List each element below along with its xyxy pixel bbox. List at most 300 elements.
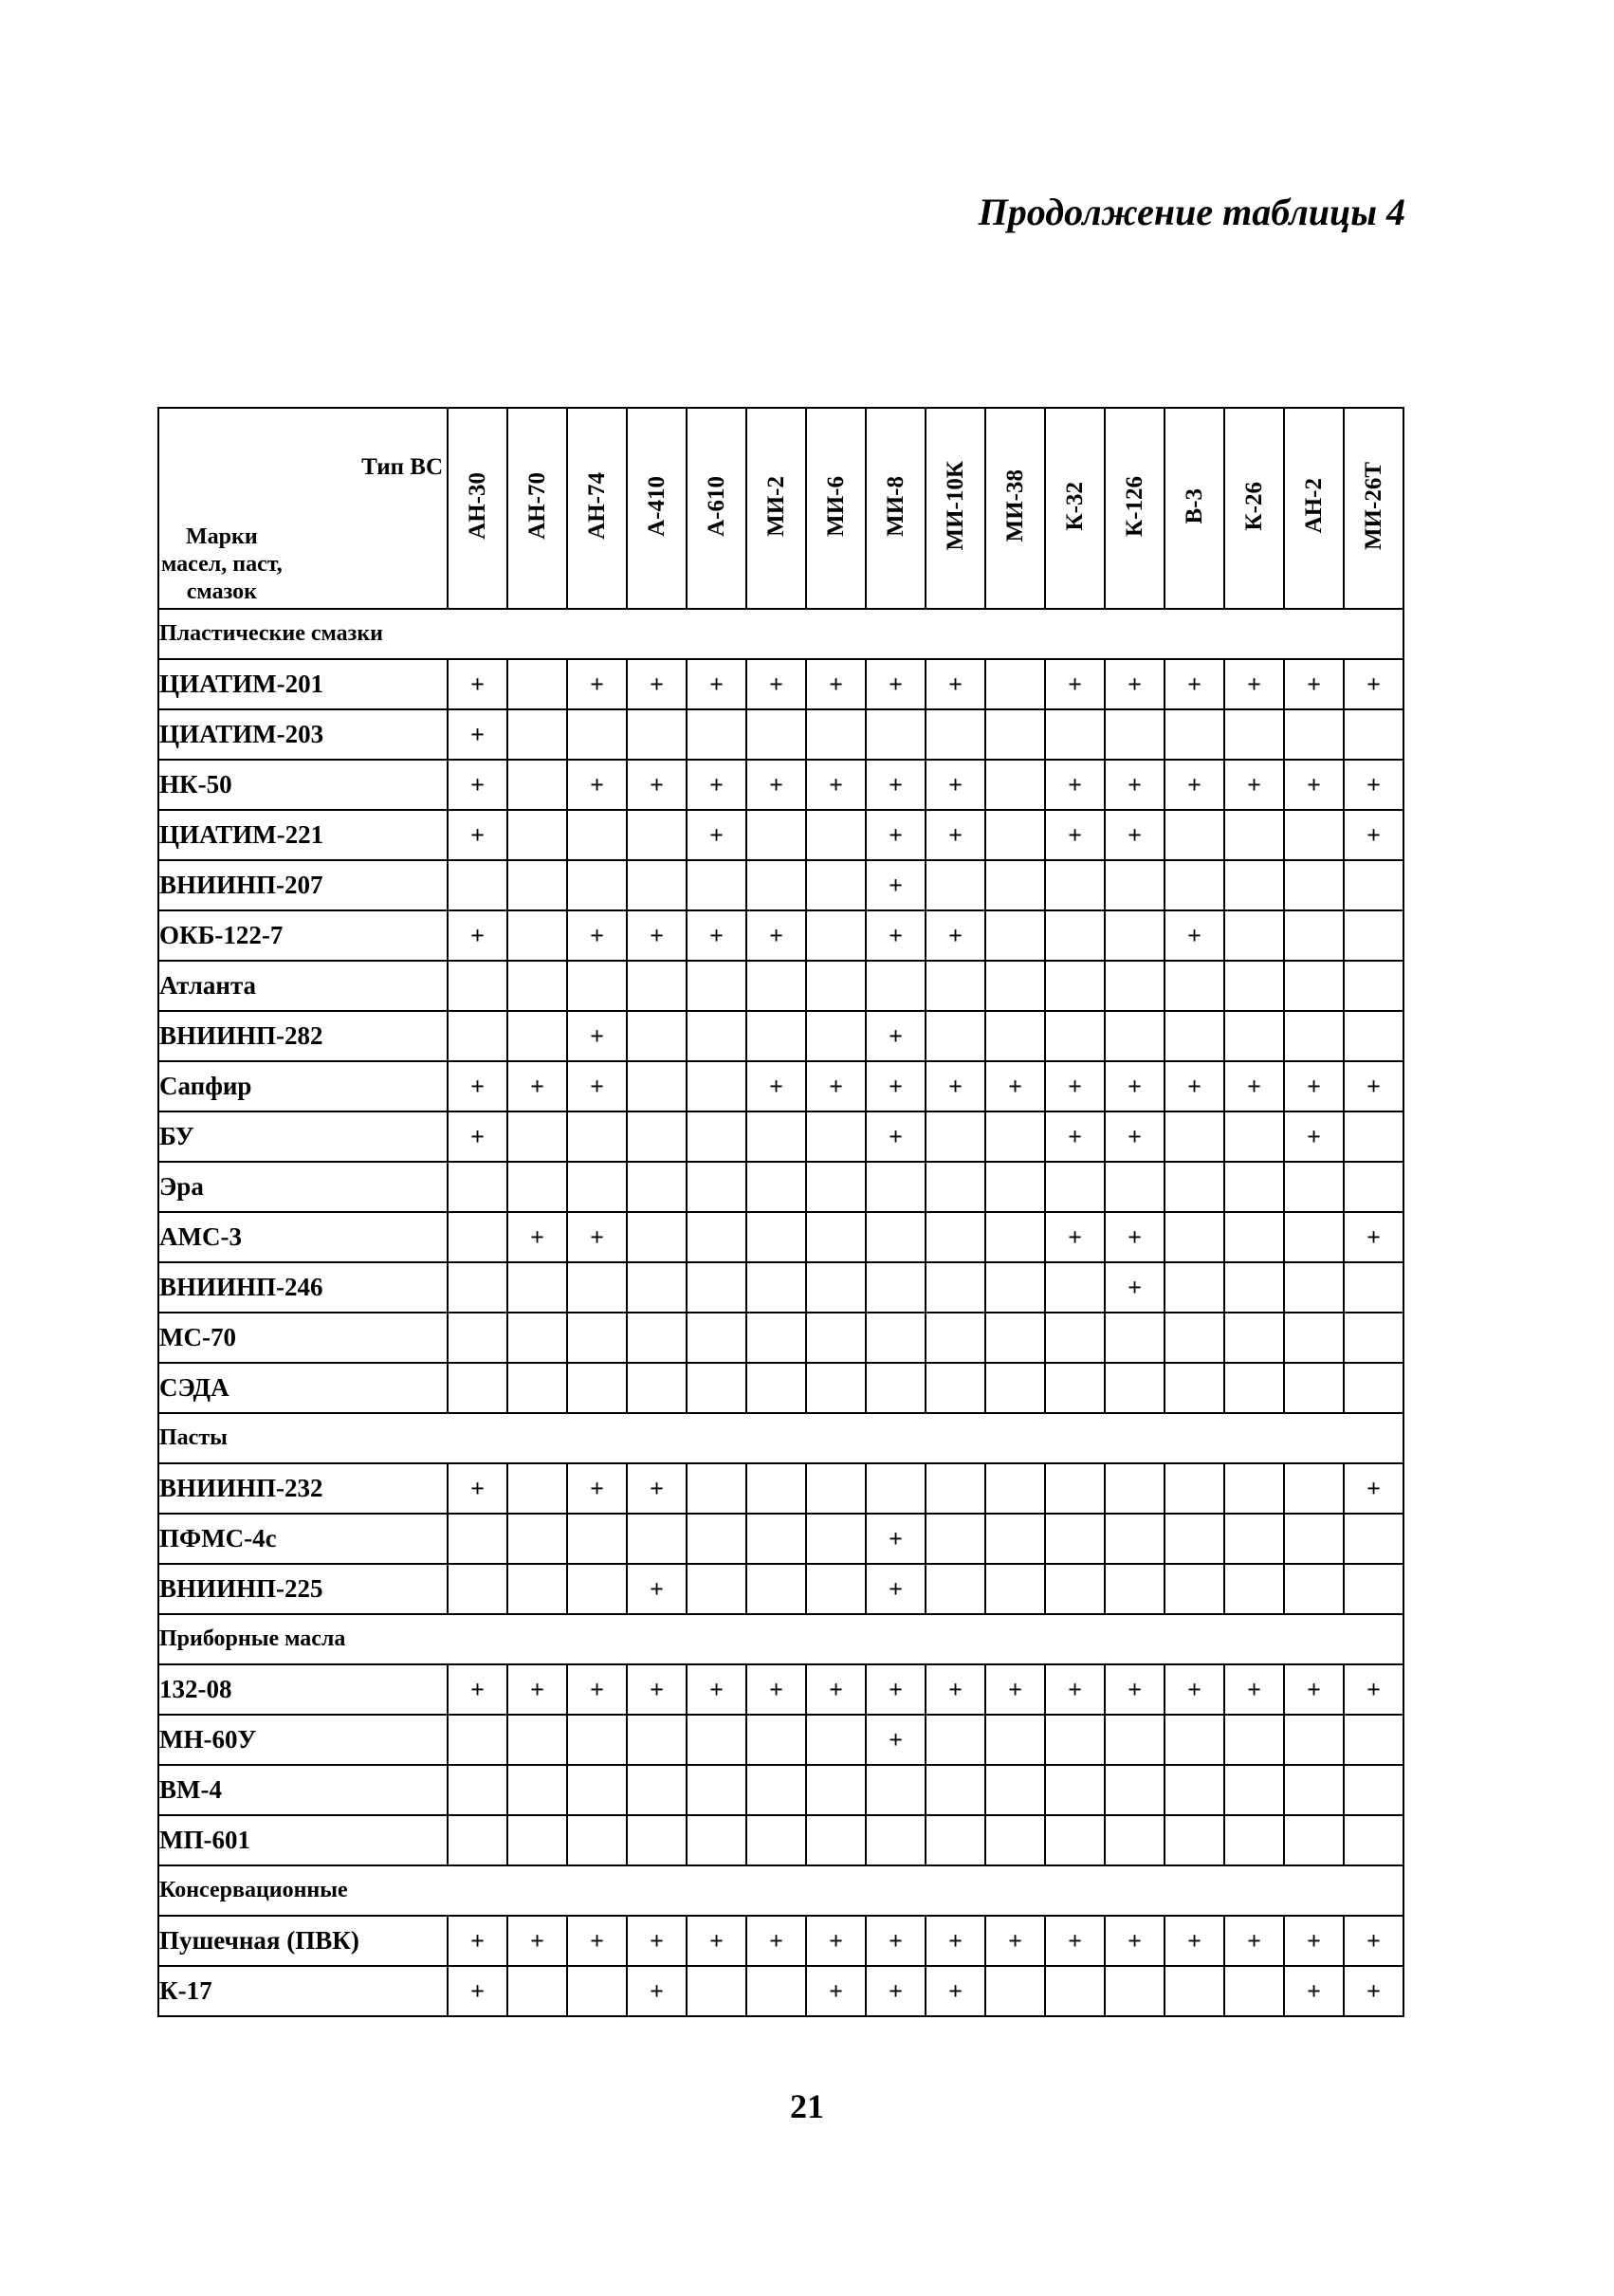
applicability-mark-cell: + xyxy=(627,1916,687,1966)
table-row xyxy=(158,1313,1403,1363)
applicability-mark-cell: + xyxy=(746,1061,806,1111)
applicability-mark-cell: + xyxy=(1284,1664,1344,1715)
empty-cell xyxy=(926,1262,985,1313)
table-row xyxy=(158,1111,1403,1162)
empty-cell xyxy=(985,1262,1045,1313)
applicability-mark-cell: + xyxy=(1105,659,1165,709)
empty-cell xyxy=(1224,1162,1284,1212)
empty-cell xyxy=(687,1111,746,1162)
empty-cell xyxy=(1344,1363,1403,1413)
empty-cell xyxy=(627,1212,687,1262)
empty-cell xyxy=(448,1765,507,1815)
applicability-mark-cell: + xyxy=(866,1916,926,1966)
aircraft-type-name: АН-2 xyxy=(1300,478,1327,534)
applicability-mark-cell: + xyxy=(448,910,507,961)
empty-cell xyxy=(1105,1564,1165,1614)
empty-cell xyxy=(1165,1313,1224,1363)
empty-cell xyxy=(507,910,567,961)
aircraft-column-header xyxy=(507,408,567,609)
empty-cell xyxy=(1165,1212,1224,1262)
applicability-mark-cell: + xyxy=(1284,1916,1344,1966)
empty-cell xyxy=(1105,1011,1165,1061)
aircraft-column-header xyxy=(567,408,627,609)
applicability-mark-cell: + xyxy=(567,1916,627,1966)
empty-cell xyxy=(448,1262,507,1313)
empty-cell xyxy=(926,860,985,910)
empty-cell xyxy=(746,1011,806,1061)
table-row xyxy=(158,1514,1403,1564)
brand-name-cell: ЦИАТИМ-201 xyxy=(158,659,448,709)
empty-cell xyxy=(806,1162,866,1212)
empty-cell xyxy=(448,1313,507,1363)
section-title: Пластические смазки xyxy=(158,609,1403,659)
applicability-mark-cell: + xyxy=(866,659,926,709)
empty-cell xyxy=(1344,1514,1403,1564)
applicability-mark-cell: + xyxy=(687,1664,746,1715)
empty-cell xyxy=(1105,1463,1165,1514)
empty-cell xyxy=(567,810,627,860)
empty-cell xyxy=(1224,1011,1284,1061)
empty-cell xyxy=(687,860,746,910)
table-caption: Продолжение таблицы 4 xyxy=(978,191,1405,233)
applicability-mark-cell: + xyxy=(806,1061,866,1111)
applicability-mark-cell: + xyxy=(1284,1061,1344,1111)
empty-cell xyxy=(926,1815,985,1865)
empty-cell xyxy=(1165,1765,1224,1815)
empty-cell xyxy=(1105,1514,1165,1564)
applicability-mark-cell: + xyxy=(1165,1916,1224,1966)
empty-cell xyxy=(1045,1966,1105,2016)
applicability-mark-cell: + xyxy=(1344,810,1403,860)
applicability-mark-cell: + xyxy=(567,760,627,810)
applicability-mark-cell: + xyxy=(1284,760,1344,810)
empty-cell xyxy=(746,1966,806,2016)
lubricants-table xyxy=(157,407,1404,2017)
aircraft-type-name: МИ-38 xyxy=(1001,469,1028,542)
empty-cell xyxy=(1224,1262,1284,1313)
empty-cell xyxy=(926,1212,985,1262)
applicability-mark-cell: + xyxy=(985,1916,1045,1966)
empty-cell xyxy=(1224,1815,1284,1865)
applicability-mark-cell: + xyxy=(627,1564,687,1614)
empty-cell xyxy=(1045,1514,1105,1564)
empty-cell xyxy=(567,1966,627,2016)
empty-cell xyxy=(806,810,866,860)
empty-cell xyxy=(507,1715,567,1765)
table-row xyxy=(158,1664,1403,1715)
empty-cell xyxy=(1344,1765,1403,1815)
empty-cell xyxy=(1045,860,1105,910)
empty-cell xyxy=(746,1212,806,1262)
empty-cell xyxy=(985,1313,1045,1363)
applicability-mark-cell: + xyxy=(1045,1061,1105,1111)
brand-name-cell: ВМ-4 xyxy=(158,1765,448,1815)
empty-cell xyxy=(1165,1363,1224,1413)
empty-cell xyxy=(985,910,1045,961)
applicability-mark-cell: + xyxy=(1105,1061,1165,1111)
empty-cell xyxy=(1165,1011,1224,1061)
table-row xyxy=(158,1966,1403,2016)
empty-cell xyxy=(1284,1514,1344,1564)
empty-cell xyxy=(926,1011,985,1061)
applicability-mark-cell: + xyxy=(1165,760,1224,810)
empty-cell xyxy=(507,760,567,810)
empty-cell xyxy=(746,860,806,910)
applicability-mark-cell: + xyxy=(687,910,746,961)
applicability-mark-cell: + xyxy=(1045,810,1105,860)
applicability-mark-cell: + xyxy=(567,1011,627,1061)
applicability-mark-cell: + xyxy=(1344,1463,1403,1514)
empty-cell xyxy=(687,1212,746,1262)
empty-cell xyxy=(1165,1715,1224,1765)
empty-cell xyxy=(1105,860,1165,910)
applicability-mark-cell: + xyxy=(926,1061,985,1111)
aircraft-column-header xyxy=(627,408,687,609)
aircraft-column-header xyxy=(985,408,1045,609)
empty-cell xyxy=(866,1212,926,1262)
empty-cell xyxy=(806,1363,866,1413)
empty-cell xyxy=(1165,709,1224,760)
empty-cell xyxy=(1045,1262,1105,1313)
empty-cell xyxy=(806,1463,866,1514)
applicability-mark-cell: + xyxy=(627,1664,687,1715)
table-row xyxy=(158,1162,1403,1212)
empty-cell xyxy=(985,1463,1045,1514)
applicability-mark-cell: + xyxy=(926,810,985,860)
applicability-mark-cell: + xyxy=(507,1061,567,1111)
empty-cell xyxy=(1284,860,1344,910)
aircraft-type-name: МИ-10К xyxy=(942,461,968,551)
applicability-mark-cell: + xyxy=(866,860,926,910)
applicability-mark-cell: + xyxy=(1045,1111,1105,1162)
empty-cell xyxy=(1284,1162,1344,1212)
empty-cell xyxy=(1344,1815,1403,1865)
empty-cell xyxy=(448,1363,507,1413)
empty-cell xyxy=(866,709,926,760)
empty-cell xyxy=(567,1111,627,1162)
empty-cell xyxy=(507,1011,567,1061)
table-row xyxy=(158,1815,1403,1865)
empty-cell xyxy=(1165,1815,1224,1865)
empty-cell xyxy=(1105,709,1165,760)
empty-cell xyxy=(1224,709,1284,760)
empty-cell xyxy=(1284,1463,1344,1514)
empty-cell xyxy=(926,1463,985,1514)
brand-name-cell: БУ xyxy=(158,1111,448,1162)
empty-cell xyxy=(1045,1715,1105,1765)
empty-cell xyxy=(1344,1715,1403,1765)
empty-cell xyxy=(926,1715,985,1765)
empty-cell xyxy=(627,1061,687,1111)
empty-cell xyxy=(806,1262,866,1313)
empty-cell xyxy=(687,1514,746,1564)
brand-name-cell: ЦИАТИМ-203 xyxy=(158,709,448,760)
applicability-mark-cell: + xyxy=(926,760,985,810)
brand-name-cell: Сапфир xyxy=(158,1061,448,1111)
applicability-mark-cell: + xyxy=(926,910,985,961)
applicability-mark-cell: + xyxy=(687,760,746,810)
applicability-mark-cell: + xyxy=(567,1463,627,1514)
applicability-mark-cell: + xyxy=(1165,1664,1224,1715)
empty-cell xyxy=(448,1815,507,1865)
applicability-mark-cell: + xyxy=(926,1916,985,1966)
empty-cell xyxy=(627,1313,687,1363)
empty-cell xyxy=(1045,1564,1105,1614)
aircraft-column-header xyxy=(448,408,507,609)
applicability-mark-cell: + xyxy=(507,1916,567,1966)
section-header-row xyxy=(158,609,1403,659)
empty-cell xyxy=(1105,1715,1165,1765)
brand-name-cell: МН-60У xyxy=(158,1715,448,1765)
applicability-mark-cell: + xyxy=(567,910,627,961)
empty-cell xyxy=(627,1715,687,1765)
applicability-mark-cell: + xyxy=(1284,1966,1344,2016)
empty-cell xyxy=(687,1363,746,1413)
empty-cell xyxy=(985,1111,1045,1162)
empty-cell xyxy=(448,1564,507,1614)
empty-cell xyxy=(448,1514,507,1564)
empty-cell xyxy=(507,1564,567,1614)
section-header-row xyxy=(158,1413,1403,1463)
applicability-mark-cell: + xyxy=(1165,1061,1224,1111)
empty-cell xyxy=(1045,1011,1105,1061)
empty-cell xyxy=(507,1111,567,1162)
empty-cell xyxy=(806,910,866,961)
aircraft-column-header xyxy=(687,408,746,609)
empty-cell xyxy=(1045,1313,1105,1363)
table-row xyxy=(158,760,1403,810)
brand-name-cell: МП-601 xyxy=(158,1815,448,1865)
empty-cell xyxy=(1344,709,1403,760)
applicability-mark-cell: + xyxy=(866,1715,926,1765)
empty-cell xyxy=(985,1212,1045,1262)
empty-cell xyxy=(1344,860,1403,910)
section-title: Пасты xyxy=(158,1413,1403,1463)
empty-cell xyxy=(985,1363,1045,1413)
applicability-mark-cell: + xyxy=(627,659,687,709)
page-number: 21 xyxy=(790,2087,824,2125)
applicability-mark-cell: + xyxy=(1045,1916,1105,1966)
empty-cell xyxy=(1105,1765,1165,1815)
applicability-mark-cell: + xyxy=(1105,1262,1165,1313)
aircraft-column-header xyxy=(866,408,926,609)
table-row xyxy=(158,1916,1403,1966)
empty-cell xyxy=(866,1363,926,1413)
empty-cell xyxy=(746,810,806,860)
applicability-mark-cell: + xyxy=(1105,760,1165,810)
applicability-mark-cell: + xyxy=(1045,659,1105,709)
empty-cell xyxy=(746,1262,806,1313)
empty-cell xyxy=(1344,1162,1403,1212)
aircraft-type-name: АН-30 xyxy=(464,472,490,540)
empty-cell xyxy=(627,709,687,760)
empty-cell xyxy=(1284,1262,1344,1313)
applicability-mark-cell: + xyxy=(866,1564,926,1614)
empty-cell xyxy=(507,1815,567,1865)
empty-cell xyxy=(1045,910,1105,961)
empty-cell xyxy=(1344,1011,1403,1061)
table-row xyxy=(158,1715,1403,1765)
applicability-mark-cell: + xyxy=(1105,1212,1165,1262)
empty-cell xyxy=(746,1715,806,1765)
table-row xyxy=(158,1463,1403,1514)
empty-cell xyxy=(985,1715,1045,1765)
empty-cell xyxy=(806,1514,866,1564)
empty-cell xyxy=(985,1162,1045,1212)
empty-cell xyxy=(687,1262,746,1313)
aircraft-type-name: МИ-2 xyxy=(762,475,789,537)
empty-cell xyxy=(746,1514,806,1564)
aircraft-type-name: К-32 xyxy=(1061,481,1088,531)
table-row xyxy=(158,961,1403,1011)
brand-label-line: смазок xyxy=(186,579,257,604)
brand-column-label xyxy=(161,523,283,606)
table-row xyxy=(158,1564,1403,1614)
aircraft-type-name: АН-74 xyxy=(583,472,610,540)
empty-cell xyxy=(627,1815,687,1865)
empty-cell xyxy=(1284,961,1344,1011)
empty-cell xyxy=(746,1313,806,1363)
applicability-mark-cell: + xyxy=(926,659,985,709)
empty-cell xyxy=(448,1715,507,1765)
applicability-mark-cell: + xyxy=(507,1212,567,1262)
applicability-mark-cell: + xyxy=(866,910,926,961)
empty-cell xyxy=(448,1011,507,1061)
applicability-mark-cell: + xyxy=(746,760,806,810)
empty-cell xyxy=(806,1011,866,1061)
empty-cell xyxy=(1224,1463,1284,1514)
empty-cell xyxy=(1224,810,1284,860)
applicability-mark-cell: + xyxy=(746,659,806,709)
table-row xyxy=(158,910,1403,961)
brand-label-line: масел, паст, xyxy=(161,552,283,577)
applicability-mark-cell: + xyxy=(1165,910,1224,961)
empty-cell xyxy=(1284,1212,1344,1262)
empty-cell xyxy=(926,1111,985,1162)
applicability-mark-cell: + xyxy=(866,760,926,810)
empty-cell xyxy=(687,1162,746,1212)
brand-name-cell: ОКБ-122-7 xyxy=(158,910,448,961)
aircraft-type-name: К-126 xyxy=(1121,475,1147,537)
empty-cell xyxy=(627,1262,687,1313)
applicability-mark-cell: + xyxy=(687,810,746,860)
table-row xyxy=(158,1262,1403,1313)
applicability-mark-cell: + xyxy=(448,1664,507,1715)
empty-cell xyxy=(507,1162,567,1212)
aircraft-type-label: Тип ВС xyxy=(361,454,443,480)
empty-cell xyxy=(1344,910,1403,961)
empty-cell xyxy=(806,1715,866,1765)
applicability-mark-cell: + xyxy=(1344,659,1403,709)
brand-name-cell: ВНИИНП-282 xyxy=(158,1011,448,1061)
empty-cell xyxy=(1105,1313,1165,1363)
empty-cell xyxy=(866,1765,926,1815)
empty-cell xyxy=(507,1966,567,2016)
applicability-mark-cell: + xyxy=(567,659,627,709)
aircraft-type-name: К-26 xyxy=(1240,481,1267,531)
empty-cell xyxy=(687,1061,746,1111)
empty-cell xyxy=(1105,961,1165,1011)
empty-cell xyxy=(1224,1363,1284,1413)
applicability-mark-cell: + xyxy=(448,810,507,860)
empty-cell xyxy=(866,1162,926,1212)
brand-name-cell: К-17 xyxy=(158,1966,448,2016)
empty-cell xyxy=(507,1313,567,1363)
empty-cell xyxy=(926,961,985,1011)
table-row xyxy=(158,1363,1403,1413)
empty-cell xyxy=(1165,1463,1224,1514)
applicability-mark-cell: + xyxy=(806,659,866,709)
aircraft-column-header xyxy=(1344,408,1403,609)
empty-cell xyxy=(567,1815,627,1865)
empty-cell xyxy=(627,1363,687,1413)
empty-cell xyxy=(985,961,1045,1011)
aircraft-type-name: МИ-6 xyxy=(822,475,849,537)
empty-cell xyxy=(806,961,866,1011)
brand-name-cell: ВНИИНП-207 xyxy=(158,860,448,910)
table-row xyxy=(158,810,1403,860)
empty-cell xyxy=(866,1262,926,1313)
aircraft-column-header xyxy=(1284,408,1344,609)
applicability-mark-cell: + xyxy=(806,1916,866,1966)
applicability-mark-cell: + xyxy=(866,1111,926,1162)
empty-cell xyxy=(985,1966,1045,2016)
empty-cell xyxy=(1224,1313,1284,1363)
applicability-mark-cell: + xyxy=(567,1664,627,1715)
empty-cell xyxy=(627,1514,687,1564)
empty-cell xyxy=(1344,1111,1403,1162)
empty-cell xyxy=(567,1313,627,1363)
empty-cell xyxy=(567,1715,627,1765)
empty-cell xyxy=(627,961,687,1011)
empty-cell xyxy=(687,961,746,1011)
empty-cell xyxy=(1165,810,1224,860)
brand-name-cell: ВНИИНП-246 xyxy=(158,1262,448,1313)
empty-cell xyxy=(1284,1765,1344,1815)
empty-cell xyxy=(1224,1111,1284,1162)
empty-cell xyxy=(567,1162,627,1212)
empty-cell xyxy=(985,810,1045,860)
empty-cell xyxy=(1344,1564,1403,1614)
applicability-mark-cell: + xyxy=(926,1966,985,2016)
applicability-mark-cell: + xyxy=(866,1011,926,1061)
empty-cell xyxy=(1284,1363,1344,1413)
applicability-mark-cell: + xyxy=(448,1463,507,1514)
applicability-mark-cell: + xyxy=(866,1514,926,1564)
empty-cell xyxy=(1284,1564,1344,1614)
empty-cell xyxy=(687,1463,746,1514)
empty-cell xyxy=(1045,1765,1105,1815)
applicability-mark-cell: + xyxy=(866,1966,926,2016)
applicability-mark-cell: + xyxy=(1045,760,1105,810)
empty-cell xyxy=(1344,1313,1403,1363)
empty-cell xyxy=(627,1162,687,1212)
applicability-mark-cell: + xyxy=(866,810,926,860)
empty-cell xyxy=(1224,1966,1284,2016)
table-row xyxy=(158,1011,1403,1061)
empty-cell xyxy=(1165,860,1224,910)
aircraft-type-name: А-610 xyxy=(703,475,729,537)
table-row xyxy=(158,1765,1403,1815)
empty-cell xyxy=(926,1514,985,1564)
table-row xyxy=(158,860,1403,910)
empty-cell xyxy=(1224,910,1284,961)
brand-name-cell: ВНИИНП-232 xyxy=(158,1463,448,1514)
empty-cell xyxy=(687,1765,746,1815)
empty-cell xyxy=(1284,910,1344,961)
empty-cell xyxy=(926,1765,985,1815)
empty-cell xyxy=(926,709,985,760)
